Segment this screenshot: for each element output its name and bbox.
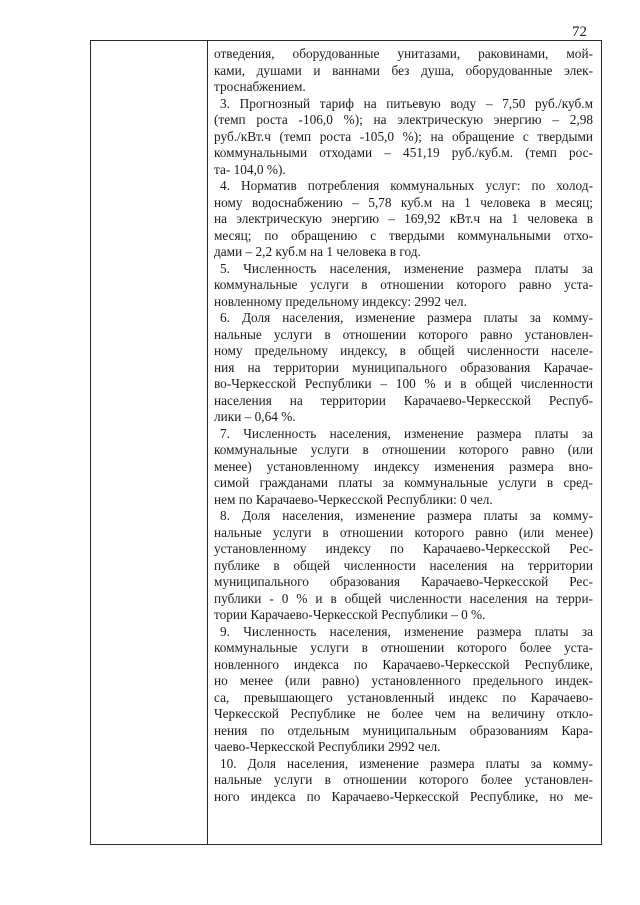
paragraph-line: лики – 0,64 %. bbox=[214, 409, 296, 424]
document-table bbox=[90, 40, 602, 845]
paragraph-line: менее) установленному индексу изменения размера вно- bbox=[214, 458, 593, 474]
paragraph-line: муниципального образования Карачаево-Черкесской Рес- bbox=[214, 574, 593, 589]
paragraph-line: нальные услуги в отношении которого более установлен- bbox=[214, 772, 593, 787]
paragraph-line: ния на территории муниципального образования Карачае- bbox=[214, 359, 593, 375]
paragraph-line: коммунальные услуги в отношении которого равно (или bbox=[214, 442, 593, 457]
paragraph-line: нальные услуги в отношении которого равно установлен- bbox=[214, 326, 593, 342]
paragraph-line: Черкесской Республике не более чем на величину откло- bbox=[214, 706, 593, 721]
paragraph-line: ному водоснабжению – 5,78 куб.м на 1 человека в месяц; bbox=[214, 194, 593, 210]
paragraph-line: новленного индекса по Карачаево-Черкесской Республике, bbox=[214, 656, 593, 672]
cell-text bbox=[214, 46, 593, 805]
paragraph-line: 10. Доля населения, изменение размера платы за комму- bbox=[220, 755, 593, 771]
paragraph-line: установленному индексу по Карачаево-Черкесской Рес- bbox=[214, 541, 593, 556]
paragraph-line: нальные услуги в отношении которого равно (или менее) bbox=[214, 524, 593, 540]
paragraph-line: коммунальными отходами – 451,19 руб./куб.м. (темп рос- bbox=[214, 145, 593, 160]
paragraph-line: коммунальные услуги в отношении которого более уста- bbox=[214, 640, 593, 655]
paragraph-line: 7. Численность населения, изменение размера платы за bbox=[220, 425, 593, 441]
paragraph-line: симой гражданами платы за коммунальные услуги в сред- bbox=[214, 475, 593, 490]
paragraph bbox=[214, 310, 593, 426]
paragraph bbox=[214, 508, 593, 624]
paragraph-line: ками, душами и ваннами без душа, оборудованные элек- bbox=[214, 62, 593, 78]
paragraph bbox=[214, 178, 593, 261]
paragraph bbox=[214, 624, 593, 756]
paragraph-line: публике в общей численности населения на территории bbox=[214, 557, 593, 573]
paragraph-line: 5. Численность населения, изменение размера платы за bbox=[220, 260, 593, 276]
paragraph-line: населения на территории Карачаево-Черкесской Респуб- bbox=[214, 392, 593, 408]
paragraph-line: во-Черкесской Республики – 100 % и в общей численности bbox=[214, 376, 593, 391]
paragraph-line: ного индекса по Карачаево-Черкесской Республике, но ме- bbox=[214, 788, 593, 804]
paragraph-line: публики - 0 % и в общей численности населения на терри- bbox=[214, 590, 593, 606]
paragraph-line: на электрическую энергию – 169,92 кВт.ч на 1 человека в bbox=[214, 211, 593, 226]
paragraph-line: чаево-Черкесской Республики 2992 чел. bbox=[214, 739, 441, 754]
paragraph-line: но менее (или равно) установленного предельного индек- bbox=[214, 673, 593, 688]
paragraph bbox=[214, 46, 593, 96]
page-number: 72 bbox=[572, 24, 587, 40]
paragraph-line: 8. Доля населения, изменение размера платы за комму- bbox=[220, 508, 593, 523]
paragraph-line: руб./кВт.ч (темп роста -105,0 %); на обращение с твердыми bbox=[214, 128, 593, 144]
paragraph bbox=[214, 756, 593, 806]
paragraph-line: месяц; по обращению с твердыми коммунальными отхо- bbox=[214, 227, 593, 243]
paragraph bbox=[214, 426, 593, 509]
paragraph-line: нения по отдельным муниципальным образованиям Кара- bbox=[214, 722, 593, 738]
paragraph-line: са, превышающего установленный индекс по Карачаево- bbox=[214, 689, 593, 705]
paragraph-line: 9. Численность населения, изменение размера платы за bbox=[220, 623, 593, 639]
paragraph-line: отведения, оборудованные унитазами, раковинами, мой- bbox=[214, 46, 593, 61]
paragraph-line: 4. Норматив потребления коммунальных услуг: по холод- bbox=[220, 178, 593, 193]
paragraph-line: ному предельному индексу, в общей численности населе- bbox=[214, 343, 593, 358]
paragraph-line: (темп роста -106,0 %); на электрическую энергию – 2,98 bbox=[214, 112, 593, 127]
paragraph-line: дами – 2,2 куб.м на 1 человека в год. bbox=[214, 244, 421, 259]
table-right-column bbox=[208, 41, 601, 844]
table-left-column bbox=[91, 41, 208, 844]
paragraph bbox=[214, 261, 593, 311]
paragraph-line: 3. Прогнозный тариф на питьевую воду – 7,50 руб./куб.м bbox=[220, 95, 593, 111]
paragraph-line: троснабжением. bbox=[214, 79, 306, 94]
paragraph-line: 6. Доля населения, изменение размера платы за комму- bbox=[220, 310, 593, 325]
paragraph-line: нем по Карачаево-Черкесской Республики: 0 чел. bbox=[214, 491, 493, 507]
paragraph-line: та- 104,0 %). bbox=[214, 161, 286, 177]
paragraph-line: новленному предельному индексу: 2992 чел. bbox=[214, 293, 467, 309]
paragraph-line: коммунальные услуги в отношении которого равно уста- bbox=[214, 277, 593, 292]
paragraph bbox=[214, 96, 593, 179]
paragraph-line: тории Карачаево-Черкесской Республики – 0 %. bbox=[214, 607, 486, 622]
